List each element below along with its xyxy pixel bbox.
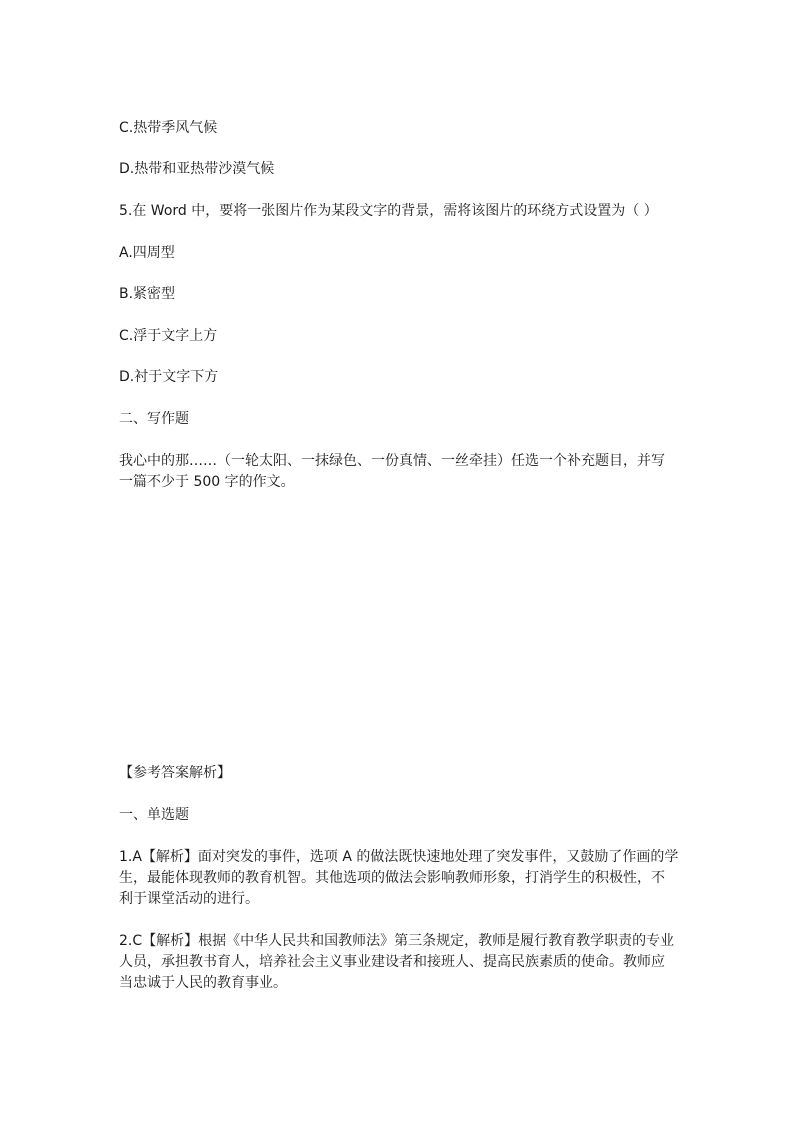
answer-1-line-1: 1.A【解析】面对突发的事件，选项 A 的做法既快速地处理了突发事件，又鼓励了作画的学 xyxy=(119,849,679,865)
answer-2-line-3: 当忠诚于人民的教育事业。 xyxy=(119,975,287,991)
writing-prompt-line-1: 我心中的那……（一轮太阳、一抹绿色、一份真情、一丝牵挂）任选一个补充题目，并写 xyxy=(119,453,665,469)
writing-prompt-line-2: 一篇不少于 500 字的作文。 xyxy=(119,474,295,490)
writing-heading: 二、写作题 xyxy=(119,411,189,427)
answers-heading: 【参考答案解析】 xyxy=(119,765,231,781)
answer-1-line-2: 生，最能体现教师的教育机智。其他选项的做法会影响教师形象，打消学生的积极性，不 xyxy=(119,870,665,886)
answer-2-line-2: 人员，承担教书育人，培养社会主义事业建设者和接班人、提高民族素质的使命。教师应 xyxy=(119,954,665,970)
q5-option-a: A.四周型 xyxy=(119,245,175,261)
q5-option-c: C.浮于文字上方 xyxy=(119,328,218,344)
q4-option-d: D.热带和亚热带沙漠气候 xyxy=(119,161,275,177)
q5-option-d: D.衬于文字下方 xyxy=(119,369,219,385)
q4-option-c: C.热带季风气候 xyxy=(119,120,218,136)
answers-section-heading: 一、单选题 xyxy=(119,807,189,823)
answer-2-line-1: 2.C【解析】根据《中华人民共和国教师法》第三条规定，教师是履行教育教学职责的专业 xyxy=(119,933,675,949)
answer-1-line-3: 利于课堂活动的进行。 xyxy=(119,891,259,907)
q5-option-b: B.紧密型 xyxy=(119,286,176,302)
q5-stem: 5.在 Word 中，要将一张图片作为某段文字的背景，需将该图片的环绕方式设置为（ ） xyxy=(119,203,658,219)
